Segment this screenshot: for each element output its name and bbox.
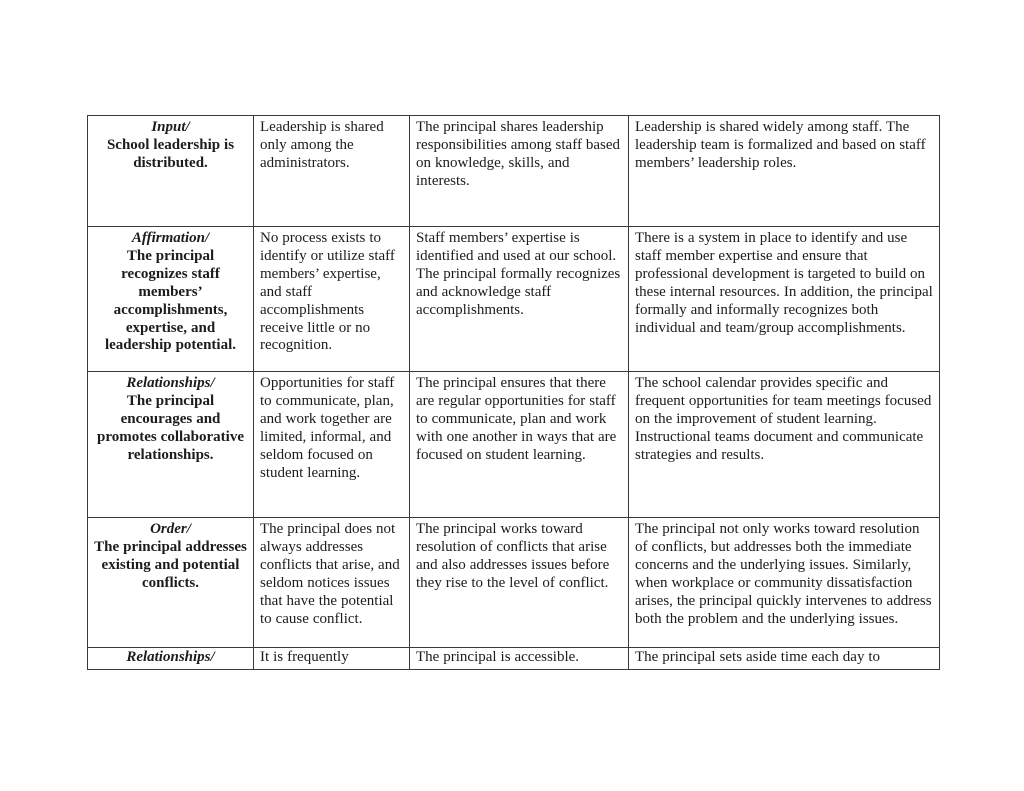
cell-relationships-category bbox=[88, 372, 254, 518]
table-row bbox=[88, 116, 940, 227]
cell-order-level3: The principal not only works toward resolution of conflicts, but addresses both the immediate concerns and the underlying issues. Similarly, when workplace or community dissatisfaction arises, the principal quickly intervenes to address both the problem and the underlying issues. bbox=[629, 518, 940, 648]
category-term: Relationships/ bbox=[126, 649, 215, 665]
cell-order-level2: The principal works toward resolution of conflicts that arise and also addresses issues before they rise to the level of conflict. bbox=[410, 518, 629, 648]
cell-relationships2-level3: The principal sets aside time each day to bbox=[629, 648, 940, 670]
cell-input-category bbox=[88, 116, 254, 227]
cell-affirmation-level2: Staff members’ expertise is identified and used at our school. The principal formally recognizes and acknowledge staff accomplishments. bbox=[410, 227, 629, 372]
cell-relationships-level2: The principal ensures that there are regular opportunities for staff to communicate, plan and work with one another in ways that are focused on student learning. bbox=[410, 372, 629, 518]
cell-affirmation-category bbox=[88, 227, 254, 372]
cell-relationships2-level1: It is frequently bbox=[254, 648, 410, 670]
cell-affirmation-level3: There is a system in place to identify and use staff member expertise and ensure that professional development is targeted to build on these internal resources. In addition, the principal formally and informally recognizes both individual and team/group accomplishments. bbox=[629, 227, 940, 372]
category-description: The principal recognizes staff members’ accomplishments, expertise, and leadership potential. bbox=[104, 247, 237, 354]
cell-input-level2: The principal shares leadership responsibilities among staff based on knowledge, skills, and interests. bbox=[410, 116, 629, 227]
cell-input-level3: Leadership is shared widely among staff. The leadership team is formalized and based on staff members’ leadership roles. bbox=[629, 116, 940, 227]
cell-relationships2-category bbox=[88, 648, 254, 670]
category-term: Input/ bbox=[151, 119, 190, 135]
category-description: The principal addresses existing and potential conflicts. bbox=[94, 538, 247, 591]
category-description: School leadership is distributed. bbox=[106, 136, 235, 171]
cell-input-level1: Leadership is shared only among the administrators. bbox=[254, 116, 410, 227]
cell-affirmation-level1: No process exists to identify or utilize staff members’ expertise, and staff accomplishments receive little or no recognition. bbox=[254, 227, 410, 372]
table-row bbox=[88, 518, 940, 648]
table-row-clipped bbox=[88, 648, 940, 670]
table-row bbox=[88, 227, 940, 372]
cell-relationships2-level2: The principal is accessible. bbox=[410, 648, 629, 670]
category-term: Relationships/ bbox=[126, 375, 215, 391]
cell-order-category bbox=[88, 518, 254, 648]
table-row bbox=[88, 372, 940, 518]
cell-order-level1: The principal does not always addresses conflicts that arise, and seldom notices issues that have the potential to cause conflict. bbox=[254, 518, 410, 648]
category-term: Order/ bbox=[150, 521, 191, 537]
category-term: Affirmation/ bbox=[131, 230, 210, 246]
category-description: The principal encourages and promotes collaborative relationships. bbox=[97, 392, 244, 463]
rubric-table bbox=[87, 115, 940, 670]
cell-relationships-level1: Opportunities for staff to communicate, plan, and work together are limited, informal, and seldom focused on student learning. bbox=[254, 372, 410, 518]
cell-relationships-level3: The school calendar provides specific and frequent opportunities for team meetings focused on the improvement of student learning. Instructional teams document and communicate strategies and results. bbox=[629, 372, 940, 518]
